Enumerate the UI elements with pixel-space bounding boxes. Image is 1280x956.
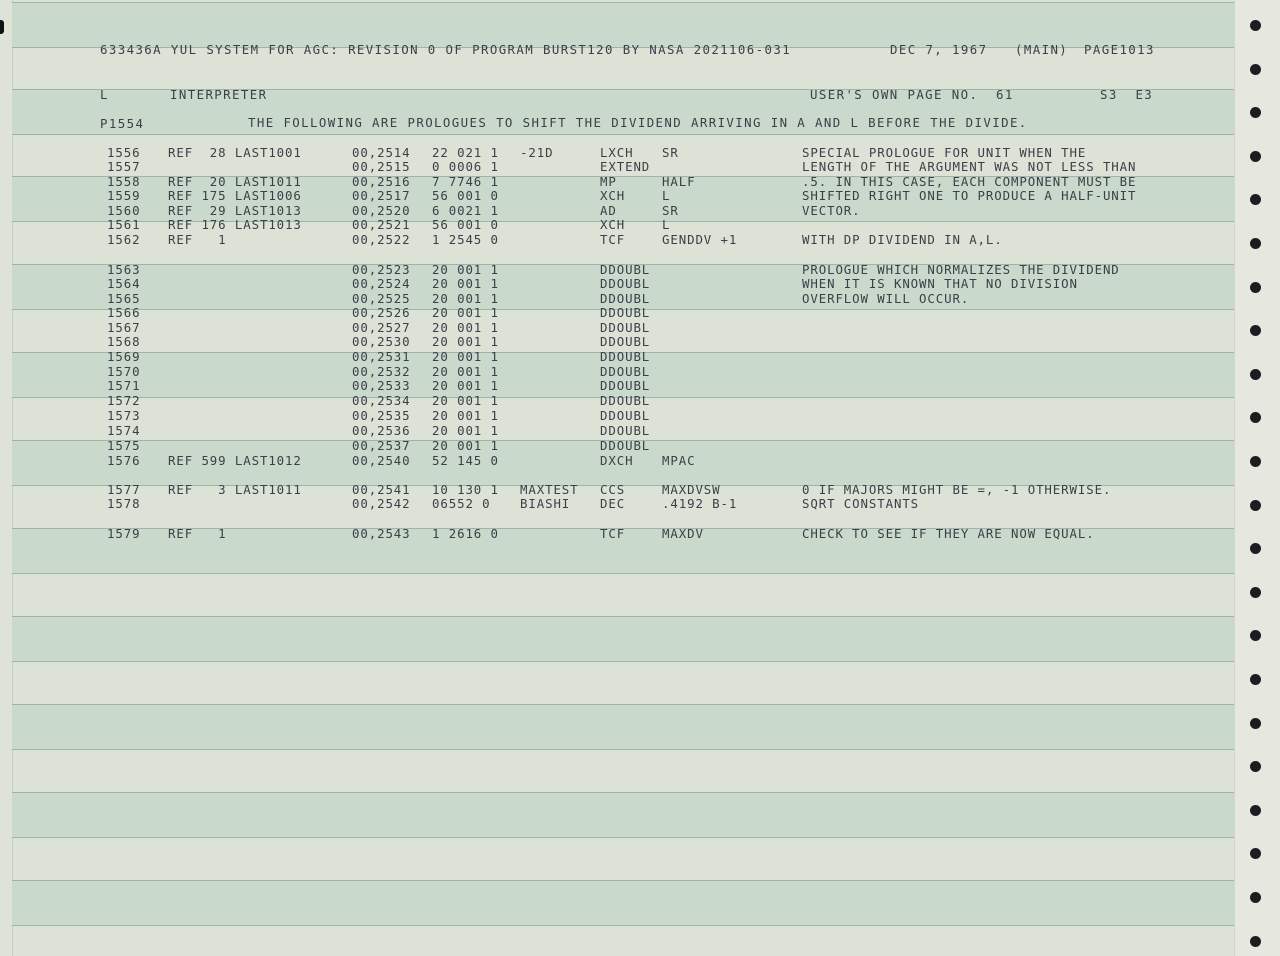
header-mode: (MAIN) xyxy=(1015,42,1069,57)
line-number: 1557 xyxy=(107,159,141,174)
opcode: DDOUBL xyxy=(600,423,651,438)
opcode: DXCH xyxy=(600,453,634,468)
line-number: 1574 xyxy=(107,423,141,438)
listing-row xyxy=(0,527,1234,541)
line-number: 1570 xyxy=(107,364,141,379)
octal-code: 20 001 1 xyxy=(432,408,499,423)
listing-row xyxy=(0,277,1234,291)
line-number: 1566 xyxy=(107,305,141,320)
octal-code: 52 145 0 xyxy=(432,453,499,468)
operand: GENDDV +1 xyxy=(662,232,738,247)
octal-code: 20 001 1 xyxy=(432,364,499,379)
opcode: AD xyxy=(600,203,617,218)
reference: REF 176 LAST1013 xyxy=(168,217,302,232)
opcode: DDOUBL xyxy=(600,393,651,408)
operand: MPAC xyxy=(662,453,696,468)
opcode: DDOUBL xyxy=(600,262,651,277)
listing-row xyxy=(0,218,1234,232)
listing-row xyxy=(0,189,1234,203)
users-page-number: 61 xyxy=(996,87,1014,102)
line-number: 1565 xyxy=(107,291,141,306)
listing-row xyxy=(0,306,1234,320)
listing-row xyxy=(0,439,1234,453)
opcode: EXTEND xyxy=(600,159,651,174)
comment: SHIFTED RIGHT ONE TO PRODUCE A HALF-UNIT xyxy=(802,188,1137,203)
line-number: 1558 xyxy=(107,174,141,189)
address: 00,2540 xyxy=(352,453,411,468)
comment: OVERFLOW WILL OCCUR. xyxy=(802,291,970,306)
listing-row xyxy=(0,409,1234,423)
listing-row xyxy=(0,292,1234,306)
octal-code: 20 001 1 xyxy=(432,305,499,320)
tractor-hole-icon xyxy=(1250,238,1261,249)
comment-line-number: P1554 xyxy=(100,116,145,131)
line-number: 1571 xyxy=(107,378,141,393)
reference: REF 599 LAST1012 xyxy=(168,453,302,468)
opcode: XCH xyxy=(600,217,626,232)
operand: HALF xyxy=(662,174,696,189)
address: 00,2542 xyxy=(352,496,411,511)
tractor-hole-icon xyxy=(1250,64,1261,75)
octal-code: 56 001 0 xyxy=(432,217,499,232)
octal-code: 20 001 1 xyxy=(432,334,499,349)
opcode: DDOUBL xyxy=(600,349,651,364)
reference: REF 29 LAST1013 xyxy=(168,203,302,218)
tractor-hole-icon xyxy=(1250,936,1261,947)
octal-code: 20 001 1 xyxy=(432,291,499,306)
operand: SR xyxy=(662,145,679,160)
octal-code: 0 0006 1 xyxy=(432,159,499,174)
address: 00,2532 xyxy=(352,364,411,379)
operand: .4192 B-1 xyxy=(662,496,738,511)
address: 00,2535 xyxy=(352,408,411,423)
operand: MAXDV xyxy=(662,526,704,541)
opcode: MP xyxy=(600,174,617,189)
comment: WHEN IT IS KNOWN THAT NO DIVISION xyxy=(802,276,1078,291)
opcode: XCH xyxy=(600,188,626,203)
operand: L xyxy=(662,188,671,203)
listing-row xyxy=(0,175,1234,189)
listing-row xyxy=(0,160,1234,174)
comment: 0 IF MAJORS MIGHT BE =, -1 OTHERWISE. xyxy=(802,482,1112,497)
opcode: TCF xyxy=(600,232,626,247)
address: 00,2530 xyxy=(352,334,411,349)
address: 00,2522 xyxy=(352,232,411,247)
listing-row xyxy=(0,497,1234,511)
tractor-hole-icon xyxy=(1250,20,1261,31)
label: -21D xyxy=(520,145,554,160)
address: 00,2531 xyxy=(352,349,411,364)
octal-code: 1 2545 0 xyxy=(432,232,499,247)
tractor-hole-icon xyxy=(1250,456,1261,467)
listing-row xyxy=(0,379,1234,393)
line-number: 1560 xyxy=(107,203,141,218)
listing-row xyxy=(0,204,1234,218)
header-page: PAGE1013 xyxy=(1084,42,1155,57)
tractor-hole-icon xyxy=(1250,674,1261,685)
opcode: DDOUBL xyxy=(600,276,651,291)
opcode: DDOUBL xyxy=(600,378,651,393)
opcode: CCS xyxy=(600,482,626,497)
address: 00,2516 xyxy=(352,174,411,189)
address: 00,2527 xyxy=(352,320,411,335)
octal-code: 10 130 1 xyxy=(432,482,499,497)
sub-header-left: L xyxy=(100,87,109,102)
tractor-hole-icon xyxy=(1250,500,1261,511)
operand: MAXDVSW xyxy=(662,482,721,497)
listing-row xyxy=(0,394,1234,408)
reference: REF 28 LAST1001 xyxy=(168,145,302,160)
sub-header-codes: S3 E3 xyxy=(1100,87,1154,102)
listing-row xyxy=(0,233,1234,247)
address: 00,2543 xyxy=(352,526,411,541)
opcode: DDOUBL xyxy=(600,291,651,306)
users-page-label: USER'S OWN PAGE NO. xyxy=(810,87,979,102)
address: 00,2536 xyxy=(352,423,411,438)
listing-row xyxy=(0,263,1234,277)
octal-code: 6 0021 1 xyxy=(432,203,499,218)
reference: REF 1 xyxy=(168,232,227,247)
address: 00,2517 xyxy=(352,188,411,203)
octal-code: 56 001 0 xyxy=(432,188,499,203)
octal-code: 20 001 1 xyxy=(432,320,499,335)
line-number: 1572 xyxy=(107,393,141,408)
opcode: DDOUBL xyxy=(600,320,651,335)
line-number: 1576 xyxy=(107,453,141,468)
section-name: INTERPRETER xyxy=(170,87,268,102)
line-number: 1564 xyxy=(107,276,141,291)
comment-line-text: THE FOLLOWING ARE PROLOGUES TO SHIFT THE DIVIDEND ARRIVING IN A AND L BEFORE THE DIVIDE. xyxy=(248,115,1028,130)
line-number: 1577 xyxy=(107,482,141,497)
octal-code: 20 001 1 xyxy=(432,378,499,393)
listing-row xyxy=(0,365,1234,379)
greenbar-band xyxy=(12,616,1234,662)
opcode: TCF xyxy=(600,526,626,541)
listing-row xyxy=(0,424,1234,438)
address: 00,2523 xyxy=(352,262,411,277)
comment: CHECK TO SEE IF THEY ARE NOW EQUAL. xyxy=(802,526,1095,541)
tractor-hole-icon xyxy=(1250,369,1261,380)
address: 00,2533 xyxy=(352,378,411,393)
octal-code: 7 7746 1 xyxy=(432,174,499,189)
tractor-hole-icon xyxy=(1250,805,1261,816)
line-number: 1559 xyxy=(107,188,141,203)
line-number: 1575 xyxy=(107,438,141,453)
greenbar-band xyxy=(12,704,1234,750)
label: MAXTEST xyxy=(520,482,579,497)
line-number: 1568 xyxy=(107,334,141,349)
reference: REF 20 LAST1011 xyxy=(168,174,302,189)
line-number: 1578 xyxy=(107,496,141,511)
tractor-hole-icon xyxy=(1250,718,1261,729)
comment: SQRT CONSTANTS xyxy=(802,496,920,511)
address: 00,2534 xyxy=(352,393,411,408)
address: 00,2525 xyxy=(352,291,411,306)
reference: REF 3 LAST1011 xyxy=(168,482,302,497)
tractor-hole-icon xyxy=(1250,892,1261,903)
octal-code: 1 2616 0 xyxy=(432,526,499,541)
line-number: 1567 xyxy=(107,320,141,335)
line-number: 1562 xyxy=(107,232,141,247)
tractor-hole-icon xyxy=(1250,282,1261,293)
header-date: DEC 7, 1967 xyxy=(890,42,988,57)
listing-row xyxy=(0,335,1234,349)
edge-mark xyxy=(0,20,4,34)
listing-row xyxy=(0,454,1234,468)
operand: SR xyxy=(662,203,679,218)
octal-code: 20 001 1 xyxy=(432,423,499,438)
listing-row xyxy=(0,146,1234,160)
line-number: 1561 xyxy=(107,217,141,232)
greenbar-band xyxy=(12,880,1234,926)
comment: WITH DP DIVIDEND IN A,L. xyxy=(802,232,1003,247)
comment: .5. IN THIS CASE, EACH COMPONENT MUST BE xyxy=(802,174,1137,189)
tractor-hole-icon xyxy=(1250,587,1261,598)
greenbar-band xyxy=(12,792,1234,838)
line-number: 1573 xyxy=(107,408,141,423)
tractor-hole-icon xyxy=(1250,151,1261,162)
line-number: 1579 xyxy=(107,526,141,541)
address: 00,2515 xyxy=(352,159,411,174)
octal-code: 20 001 1 xyxy=(432,349,499,364)
opcode: LXCH xyxy=(600,145,634,160)
comment: SPECIAL PROLOGUE FOR UNIT WHEN THE xyxy=(802,145,1087,160)
opcode: DDOUBL xyxy=(600,334,651,349)
opcode: DDOUBL xyxy=(600,305,651,320)
comment: LENGTH OF THE ARGUMENT WAS NOT LESS THAN xyxy=(802,159,1137,174)
label: BIASHI xyxy=(520,496,571,511)
reference: REF 1 xyxy=(168,526,227,541)
opcode: DDOUBL xyxy=(600,438,651,453)
octal-code: 06552 0 xyxy=(432,496,491,511)
opcode: DDOUBL xyxy=(600,364,651,379)
address: 00,2521 xyxy=(352,217,411,232)
address: 00,2514 xyxy=(352,145,411,160)
line-number: 1563 xyxy=(107,262,141,277)
octal-code: 20 001 1 xyxy=(432,438,499,453)
address: 00,2520 xyxy=(352,203,411,218)
header-title: 633436A YUL SYSTEM FOR AGC: REVISION 0 OF PROGRAM BURST120 BY NASA 2021106-031 xyxy=(100,42,792,57)
comment: PROLOGUE WHICH NORMALIZES THE DIVIDEND xyxy=(802,262,1120,277)
opcode: DDOUBL xyxy=(600,408,651,423)
address: 00,2526 xyxy=(352,305,411,320)
octal-code: 22 021 1 xyxy=(432,145,499,160)
reference: REF 175 LAST1006 xyxy=(168,188,302,203)
address: 00,2541 xyxy=(352,482,411,497)
line-number: 1556 xyxy=(107,145,141,160)
line-number: 1569 xyxy=(107,349,141,364)
listing-row xyxy=(0,321,1234,335)
address: 00,2537 xyxy=(352,438,411,453)
octal-code: 20 001 1 xyxy=(432,393,499,408)
octal-code: 20 001 1 xyxy=(432,262,499,277)
comment: VECTOR. xyxy=(802,203,861,218)
operand: L xyxy=(662,217,671,232)
listing-row xyxy=(0,483,1234,497)
octal-code: 20 001 1 xyxy=(432,276,499,291)
address: 00,2524 xyxy=(352,276,411,291)
listing-row xyxy=(0,350,1234,364)
opcode: DEC xyxy=(600,496,626,511)
